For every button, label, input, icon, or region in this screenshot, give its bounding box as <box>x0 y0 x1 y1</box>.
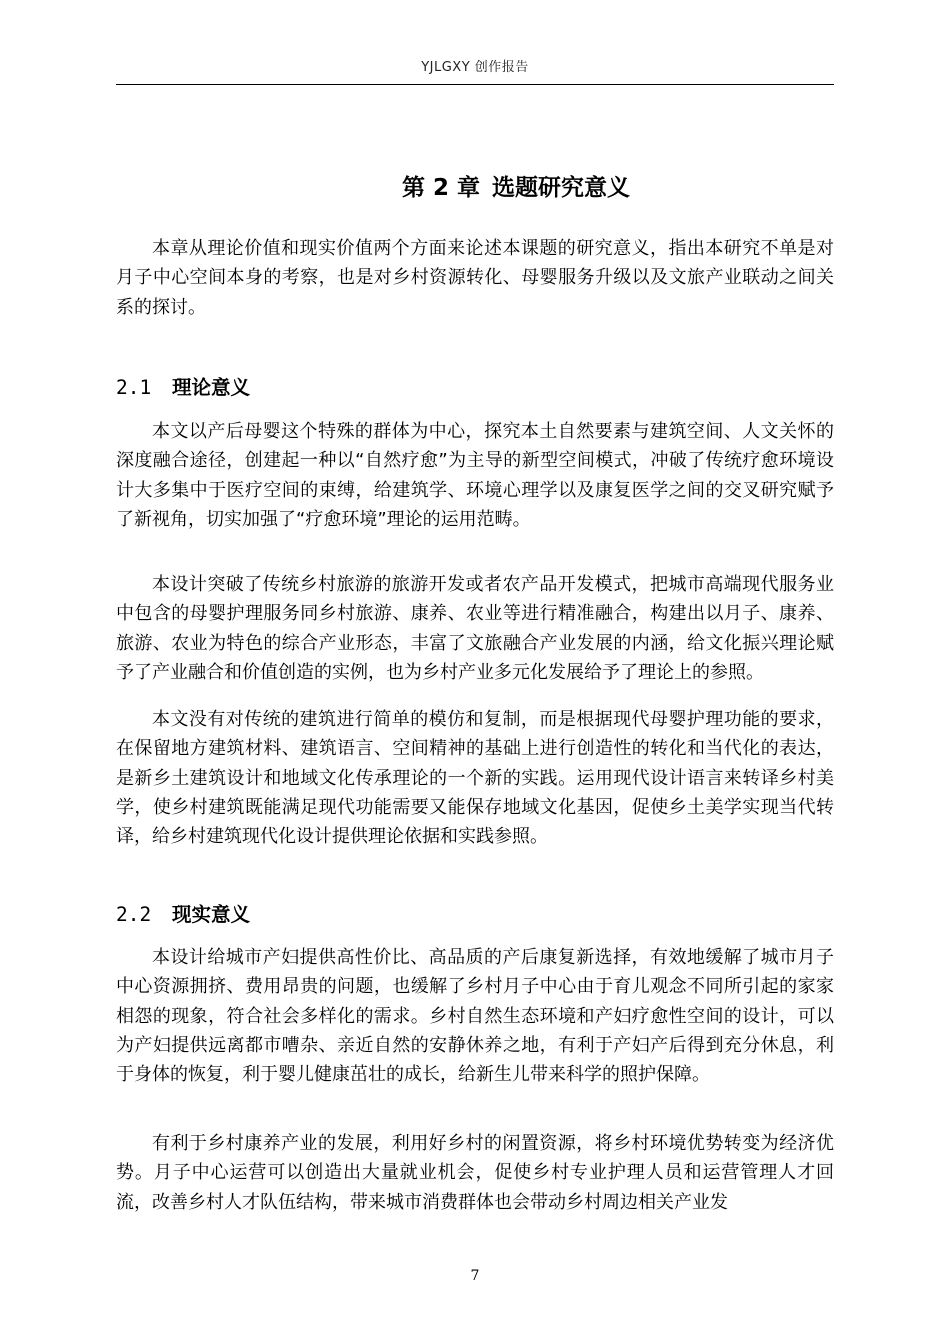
paragraph-2-1-2: 本设计突破了传统乡村旅游的旅游开发或者农产品开发模式，把城市高端现代服务业中包含的母婴护理服务同乡村旅游、康养、农业等进行精准融合，构建出以月子、康养、旅游、农业为特色的综合产业形态，丰富了文旅融合产业发展的内涵，给文化振兴理论赋予了产业融合和价值创造的实例，也为乡村产业多元化发展给予了理论上的参照。 <box>116 574 834 683</box>
section-number: 2.2 <box>116 903 152 926</box>
section-title: 现实意义 <box>172 903 251 926</box>
paragraph-2-1-3: 本文没有对传统的建筑进行简单的模仿和复制，而是根据现代母婴护理功能的要求，在保留地方建筑材料、建筑语言、空间精神的基础上进行创造性的转化和当代化的表达，是新乡土建筑设计和地域文化传承理论的一个新的实践。运用现代设计语言来转译乡村美学，使乡村建筑既能满足现代功能需要又能保存地域文化基因，促使乡土美学实现当代转译，给乡村建筑现代化设计提供理论依据和实践参照。 <box>116 709 834 848</box>
chapter-title-text: 选题研究意义 <box>492 175 631 201</box>
section-heading-2-1 <box>116 374 250 402</box>
paragraph-2-2-2: 有利于乡村康养产业的发展，利用好乡村的闲置资源，将乡村环境优势转变为经济优势。月子中心运营可以创造出大量就业机会，促使乡村专业护理人员和运营管理人才回流，改善乡村人才队伍结构，带来城市消费群体也会带动乡村周边相关产业发 <box>116 1133 834 1213</box>
page-header: YJLGXY 创作报告 <box>421 60 529 75</box>
page-number: 7 <box>470 1268 480 1284</box>
paragraph-2-2-1: 本设计给城市产妇提供高性价比、高品质的产后康复新选择，有效地缓解了城市月子中心资源拥挤、费用昂贵的问题，也缓解了乡村月子中心由于育儿观念不同所引起的家家相怨的现象，符合社会多样化的需求。乡村自然生态环境和产妇疗愈性空间的设计，可以为产妇提供远离都市嘈杂、亲近自然的安静休养之地，有利于产妇产后得到充分休息，利于身体的恢复，利于婴儿健康茁壮的成长，给新生儿带来科学的照护保障。 <box>116 947 834 1086</box>
section-heading-2-2 <box>116 901 250 929</box>
paragraph-2-1-1: 本文以产后母婴这个特殊的群体为中心，探究本土自然要素与建筑空间、人文关怀的深度融合途径，创建起一种以“自然疗愈”为主导的新型空间模式，冲破了传统疗愈环境设计大多集中于医疗空间的束缚，给建筑学、环境心理学以及康复医学之间的交叉研究赋予了新视角，切实加强了“疗愈环境”理论的运用范畴。 <box>116 421 834 530</box>
section-title: 理论意义 <box>172 376 251 399</box>
section-number: 2.1 <box>116 376 152 399</box>
chapter-number: 第 2 章 <box>401 175 481 201</box>
chapter-intro-paragraph: 本章从理论价值和现实价值两个方面来论述本课题的研究意义，指出本研究不单是对月子中心空间本身的考察，也是对乡村资源转化、母婴服务升级以及文旅产业联动之间关系的探讨。 <box>116 238 834 318</box>
chapter-title <box>0 172 950 204</box>
header-rule <box>116 84 834 85</box>
